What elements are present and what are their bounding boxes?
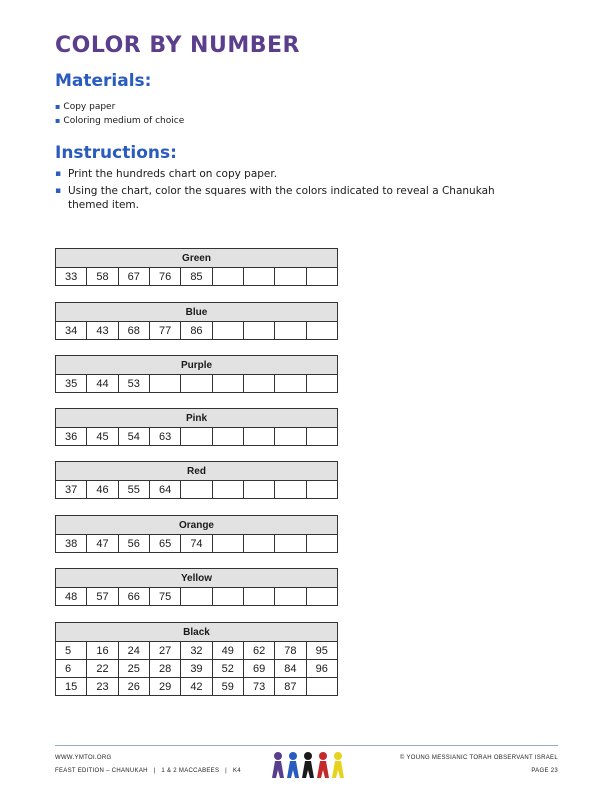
color-name-header: Pink bbox=[56, 409, 338, 428]
number-cell bbox=[181, 375, 212, 393]
number-cell bbox=[181, 428, 212, 446]
number-cell bbox=[212, 375, 243, 393]
number-cell: 95 bbox=[306, 642, 337, 660]
logo-figure-body bbox=[272, 761, 284, 778]
number-cell: 26 bbox=[118, 678, 149, 696]
number-cell bbox=[212, 481, 243, 499]
footer-edition: FEAST EDITION – CHANUKAH | 1 & 2 MACCABEES | K4 bbox=[55, 768, 241, 774]
number-cell bbox=[243, 268, 274, 286]
number-cell: 55 bbox=[118, 481, 149, 499]
color-name-header: Blue bbox=[56, 303, 338, 322]
materials-heading: Materials: bbox=[55, 71, 152, 91]
number-cell bbox=[243, 428, 274, 446]
color-table-purple bbox=[55, 355, 338, 393]
number-cell bbox=[275, 481, 306, 499]
color-table-black bbox=[55, 622, 338, 696]
number-cell: 48 bbox=[56, 588, 87, 606]
materials-item: ▪ Copy paper bbox=[55, 100, 184, 114]
number-cell bbox=[181, 588, 212, 606]
color-table-blue bbox=[55, 302, 338, 340]
number-cell bbox=[306, 678, 337, 696]
number-cell bbox=[275, 268, 306, 286]
number-cell bbox=[243, 375, 274, 393]
number-cell: 42 bbox=[181, 678, 212, 696]
number-cell bbox=[306, 428, 337, 446]
number-cell bbox=[306, 588, 337, 606]
number-cell: 63 bbox=[149, 428, 180, 446]
number-cell: 74 bbox=[181, 535, 212, 553]
number-cell bbox=[243, 588, 274, 606]
logo-figures-icon bbox=[268, 748, 348, 780]
table-row bbox=[56, 375, 338, 393]
number-cell: 56 bbox=[118, 535, 149, 553]
logo-figure-body bbox=[302, 761, 314, 778]
number-cell: 32 bbox=[181, 642, 212, 660]
table-row bbox=[56, 642, 338, 660]
number-cell: 27 bbox=[149, 642, 180, 660]
materials-item: ▪ Coloring medium of choice bbox=[55, 114, 184, 128]
logo-figure-head bbox=[304, 752, 312, 760]
number-cell: 24 bbox=[118, 642, 149, 660]
logo-figure-body bbox=[317, 761, 329, 778]
number-cell: 33 bbox=[56, 268, 87, 286]
number-cell: 52 bbox=[212, 660, 243, 678]
number-cell: 44 bbox=[87, 375, 118, 393]
footer-copyright: © YOUNG MESSIANIC TORAH OBSERVANT ISRAEL bbox=[399, 755, 558, 761]
number-cell: 57 bbox=[87, 588, 118, 606]
number-cell bbox=[212, 322, 243, 340]
number-cell: 68 bbox=[118, 322, 149, 340]
number-cell: 37 bbox=[56, 481, 87, 499]
color-table-yellow bbox=[55, 568, 338, 606]
number-cell: 5 bbox=[56, 642, 87, 660]
number-cell: 28 bbox=[149, 660, 180, 678]
color-name-header: Red bbox=[56, 462, 338, 481]
instructions-list bbox=[55, 167, 535, 215]
footer-url: WWW.YMTOI.ORG bbox=[55, 755, 112, 761]
number-cell: 78 bbox=[275, 642, 306, 660]
number-cell bbox=[275, 375, 306, 393]
table-row bbox=[56, 660, 338, 678]
number-cell bbox=[275, 535, 306, 553]
number-cell: 43 bbox=[87, 322, 118, 340]
table-row bbox=[56, 481, 338, 499]
number-cell: 45 bbox=[87, 428, 118, 446]
number-cell bbox=[149, 375, 180, 393]
table-row bbox=[56, 268, 338, 286]
number-cell: 23 bbox=[87, 678, 118, 696]
number-cell: 87 bbox=[275, 678, 306, 696]
table-row bbox=[56, 535, 338, 553]
table-row bbox=[56, 678, 338, 696]
color-name-header: Green bbox=[56, 249, 338, 268]
color-name-header: Yellow bbox=[56, 569, 338, 588]
number-cell bbox=[275, 588, 306, 606]
footer-divider bbox=[55, 745, 558, 746]
number-cell: 6 bbox=[56, 660, 87, 678]
number-cell: 22 bbox=[87, 660, 118, 678]
table-row bbox=[56, 428, 338, 446]
number-cell: 15 bbox=[56, 678, 87, 696]
number-cell bbox=[212, 588, 243, 606]
number-cell: 16 bbox=[87, 642, 118, 660]
number-cell: 38 bbox=[56, 535, 87, 553]
number-cell bbox=[306, 375, 337, 393]
logo-figure-body bbox=[287, 761, 299, 778]
number-cell: 73 bbox=[243, 678, 274, 696]
number-cell: 59 bbox=[212, 678, 243, 696]
table-row bbox=[56, 588, 338, 606]
number-cell: 84 bbox=[275, 660, 306, 678]
logo-figure-head bbox=[289, 752, 297, 760]
number-cell bbox=[212, 535, 243, 553]
number-cell: 34 bbox=[56, 322, 87, 340]
logo-figure-head bbox=[274, 752, 282, 760]
number-cell: 29 bbox=[149, 678, 180, 696]
instructions-heading: Instructions: bbox=[55, 143, 177, 163]
logo-figure-head bbox=[319, 752, 327, 760]
number-cell: 66 bbox=[118, 588, 149, 606]
color-table-green bbox=[55, 248, 338, 286]
color-table-orange bbox=[55, 515, 338, 553]
number-cell bbox=[306, 535, 337, 553]
number-cell: 36 bbox=[56, 428, 87, 446]
number-cell: 75 bbox=[149, 588, 180, 606]
number-cell: 64 bbox=[149, 481, 180, 499]
number-cell: 77 bbox=[149, 322, 180, 340]
number-cell: 62 bbox=[243, 642, 274, 660]
number-cell: 53 bbox=[118, 375, 149, 393]
color-name-header: Orange bbox=[56, 516, 338, 535]
number-cell: 39 bbox=[181, 660, 212, 678]
color-table-red bbox=[55, 461, 338, 499]
color-table-pink bbox=[55, 408, 338, 446]
number-cell: 67 bbox=[118, 268, 149, 286]
instructions-item: ▪ Using the chart, color the squares with the colors indicated to reveal a Chanukah themed item. bbox=[55, 184, 535, 212]
number-cell bbox=[306, 322, 337, 340]
number-cell: 35 bbox=[56, 375, 87, 393]
number-cell: 96 bbox=[306, 660, 337, 678]
number-cell: 46 bbox=[87, 481, 118, 499]
number-cell: 25 bbox=[118, 660, 149, 678]
number-cell bbox=[212, 428, 243, 446]
number-cell: 58 bbox=[87, 268, 118, 286]
number-cell bbox=[181, 481, 212, 499]
table-row bbox=[56, 322, 338, 340]
number-cell: 85 bbox=[181, 268, 212, 286]
number-cell bbox=[275, 428, 306, 446]
logo-figure-head bbox=[334, 752, 342, 760]
number-cell bbox=[306, 268, 337, 286]
number-cell: 65 bbox=[149, 535, 180, 553]
number-cell bbox=[243, 481, 274, 499]
number-cell bbox=[243, 535, 274, 553]
footer-page-number: PAGE 23 bbox=[531, 768, 558, 774]
number-cell: 54 bbox=[118, 428, 149, 446]
logo-figure-body bbox=[332, 761, 344, 778]
number-cell bbox=[275, 322, 306, 340]
color-name-header: Black bbox=[56, 623, 338, 642]
materials-list bbox=[55, 100, 184, 128]
number-cell: 49 bbox=[212, 642, 243, 660]
number-cell: 86 bbox=[181, 322, 212, 340]
instructions-item: ▪ Print the hundreds chart on copy paper. bbox=[55, 167, 535, 181]
color-name-header: Purple bbox=[56, 356, 338, 375]
number-cell bbox=[212, 268, 243, 286]
number-cell: 76 bbox=[149, 268, 180, 286]
page-title: COLOR BY NUMBER bbox=[55, 33, 300, 58]
number-cell: 69 bbox=[243, 660, 274, 678]
number-cell: 47 bbox=[87, 535, 118, 553]
number-cell bbox=[306, 481, 337, 499]
number-cell bbox=[243, 322, 274, 340]
